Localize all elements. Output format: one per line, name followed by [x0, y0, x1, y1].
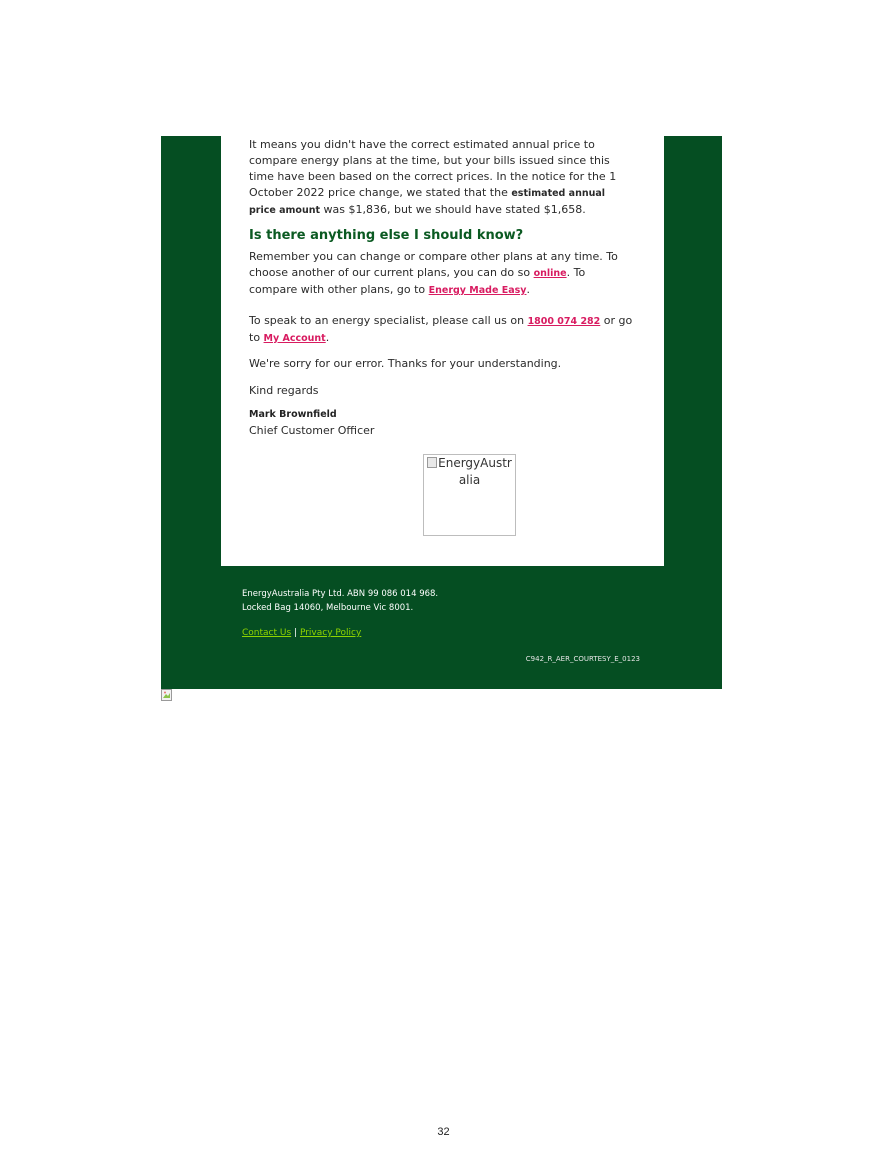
- paragraph-text: .: [325, 331, 330, 344]
- paragraph-compare-plans: [249, 249, 634, 299]
- contact-us-link[interactable]: Contact Us: [242, 628, 292, 638]
- closing-text: Kind regards: [249, 384, 319, 397]
- footer-reference-code: C942_R_AER_COURTESY_E_0123: [525, 655, 640, 663]
- page-number: 32: [437, 1126, 450, 1138]
- broken-image-icon: [161, 689, 173, 702]
- footer-links: [242, 628, 361, 638]
- letter-body: [221, 136, 664, 566]
- paragraph-text: . To compare with other plans, go to: [249, 266, 586, 296]
- privacy-policy-link[interactable]: Privacy Policy: [299, 628, 362, 638]
- paragraph-text: It means you didn't have the correct estimated annual price to compare energy plans at the time, but your bills issued since this time have been based on the correct prices. In the notice for the 1 October 2022 price change, we stated that the: [249, 138, 617, 199]
- footer-separator: |: [294, 628, 298, 638]
- energy-made-easy-link[interactable]: Energy Made Easy: [428, 285, 527, 296]
- logo-alt-text: EnergyAustralia: [438, 456, 512, 487]
- footer-company: EnergyAustralia Pty Ltd. ABN 99 086 014 968.: [242, 589, 439, 599]
- phone-link[interactable]: 1800 074 282: [527, 316, 601, 327]
- paragraph-text: .: [526, 283, 530, 296]
- signer-name: Mark Brownfield: [249, 409, 337, 420]
- paragraph-text: was $1,836, but we should have stated $1,658.: [320, 203, 586, 216]
- paragraph-text: or go to: [249, 314, 633, 344]
- broken-image-icon: [427, 457, 437, 468]
- footer-address: Locked Bag 14060, Melbourne Vic 8001.: [242, 603, 414, 613]
- signer-title: Chief Customer Officer: [249, 424, 375, 437]
- energyaustralia-logo: [423, 454, 516, 536]
- online-link[interactable]: online: [533, 268, 567, 279]
- my-account-link[interactable]: My Account: [263, 333, 326, 344]
- paragraph-price-explanation: [249, 137, 634, 219]
- paragraph-contact: [249, 313, 634, 347]
- paragraph-text: To speak to an energy specialist, please call us on: [249, 314, 528, 327]
- section-heading: Is there anything else I should know?: [249, 228, 524, 243]
- paragraph-text: Remember you can change or compare other plans at any time. To choose another of our current plans, you can do so: [249, 250, 618, 279]
- email-frame: [161, 136, 722, 689]
- paragraph-apology: We're sorry for our error. Thanks for your understanding.: [249, 357, 562, 370]
- estimated-price-label: estimated annual price amount: [249, 188, 606, 216]
